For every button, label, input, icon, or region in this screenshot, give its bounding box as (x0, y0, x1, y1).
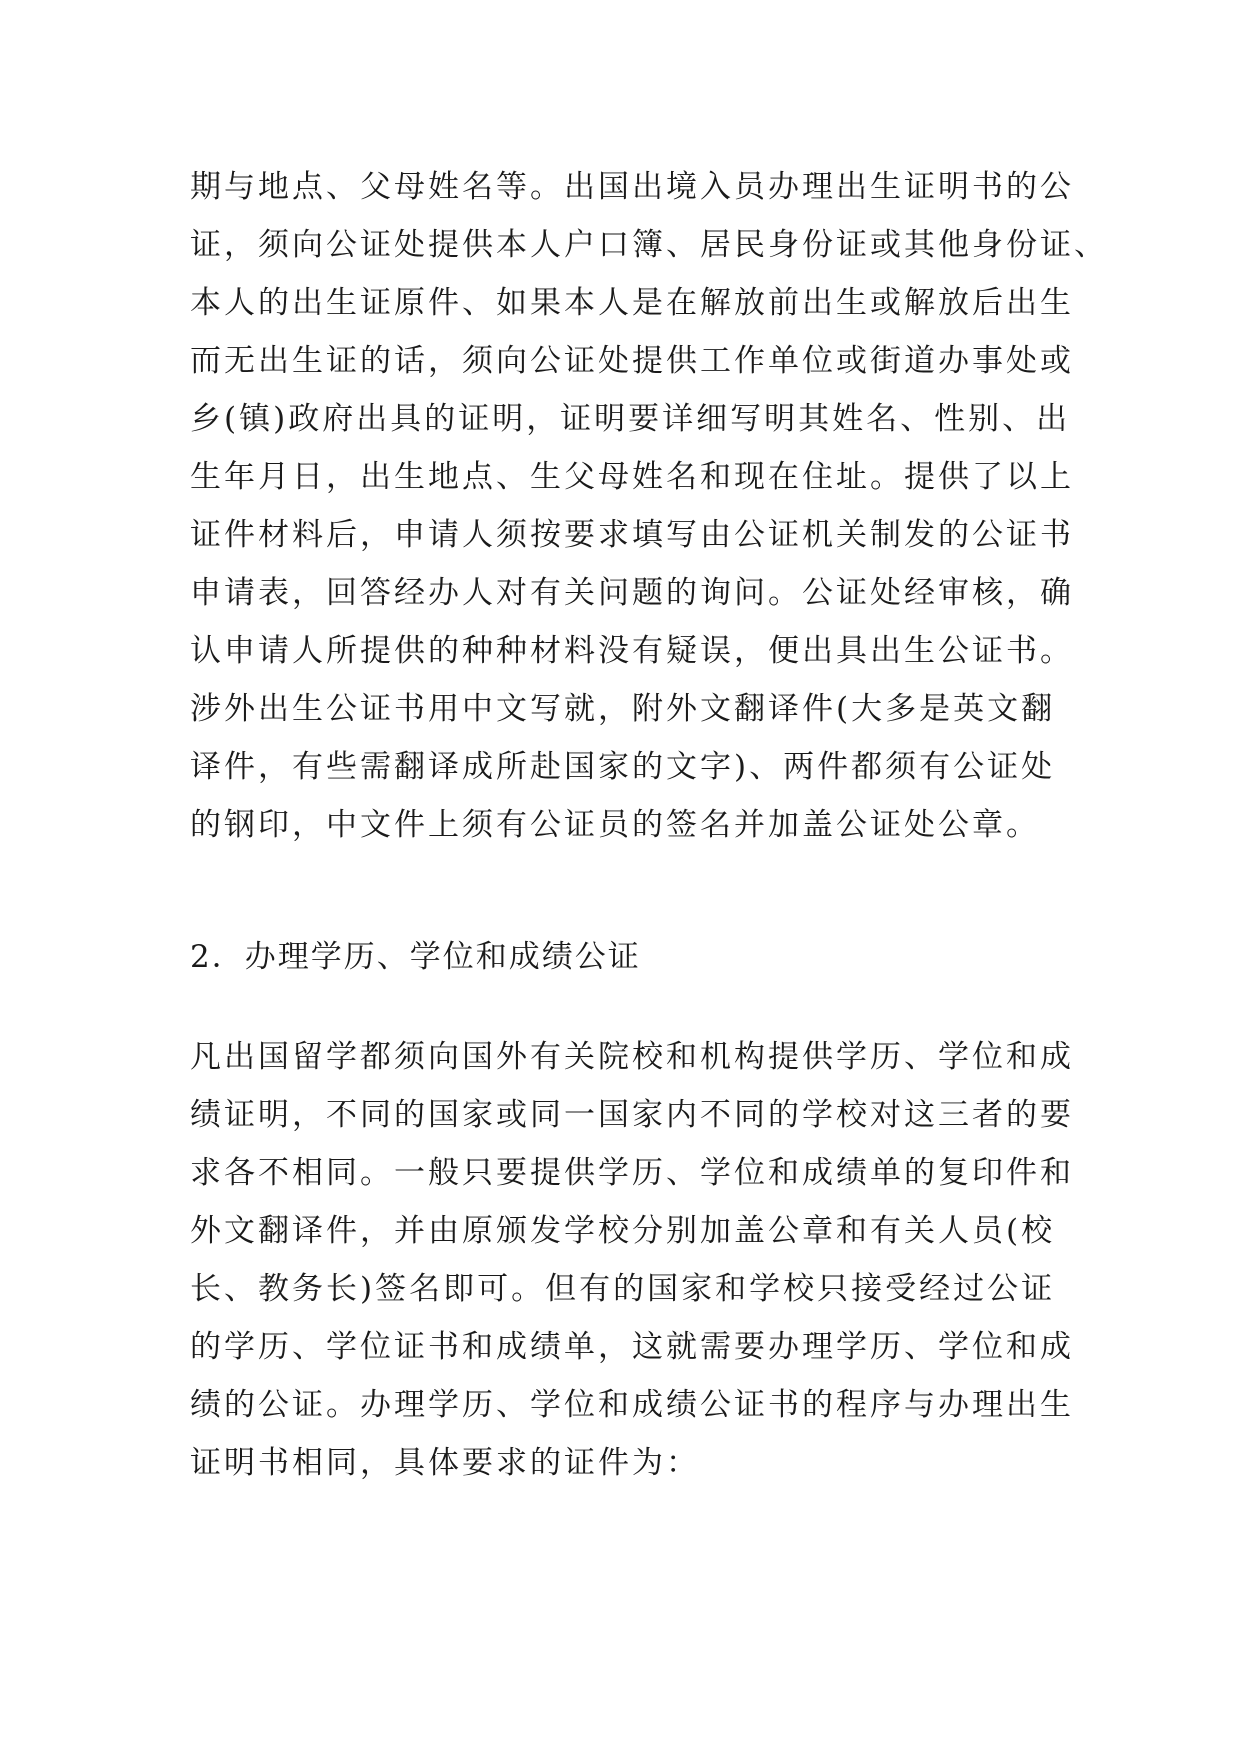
section-heading-text: 2．办理学历、学位和成绩公证 (190, 939, 641, 975)
text-line: 本人的出生证原件、如果本人是在解放前出生或解放后出生 (190, 285, 1074, 321)
text-line: 绩证明，不同的国家或同一国家内不同的学校对这三者的要 (190, 1097, 1074, 1133)
text-line: 涉外出生公证书用中文写就，附外文翻译件(大多是英文翻 (190, 691, 1056, 727)
paragraph-birth-certificate (190, 158, 1108, 854)
text-line: 凡出国留学都须向国外有关院校和机构提供学历、学位和成 (190, 1039, 1074, 1075)
text-line: 外文翻译件，并由原颁发学校分别加盖公章和有关人员(校 (190, 1213, 1056, 1249)
text-line: 的学历、学位证书和成绩单，这就需要办理学历、学位和成 (190, 1329, 1074, 1365)
text-line: 求各不相同。一般只要提供学历、学位和成绩单的复印件和 (190, 1155, 1074, 1191)
text-line: 期与地点、父母姓名等。出国出境入员办理出生证明书的公 (190, 169, 1074, 205)
text-line: 证，须向公证处提供本人户口簿、居民身份证或其他身份证、 (190, 227, 1108, 263)
text-line: 乡(镇)政府出具的证明，证明要详细写明其姓名、性别、出 (190, 401, 1071, 437)
text-line: 证件材料后，申请人须按要求填写由公证机关制发的公证书 (190, 517, 1074, 553)
text-line: 长、教务长)签名即可。但有的国家和学校只接受经过公证 (190, 1271, 1056, 1307)
text-line: 而无出生证的话，须向公证处提供工作单位或街道办事处或 (190, 343, 1074, 379)
text-line: 认申请人所提供的种种材料没有疑误，便出具出生公证书。 (190, 633, 1074, 669)
text-line: 的钢印，中文件上须有公证员的签名并加盖公证处公章。 (190, 807, 1040, 843)
section-heading (190, 928, 1070, 986)
text-line: 生年月日，出生地点、生父母姓名和现在住址。提供了以上 (190, 459, 1074, 495)
paragraph-education-notarization (190, 1028, 1074, 1492)
text-line: 证明书相同，具体要求的证件为： (190, 1445, 700, 1481)
text-line: 译件，有些需翻译成所赴国家的文字)、两件都须有公证处 (190, 749, 1056, 785)
text-line: 绩的公证。办理学历、学位和成绩公证书的程序与办理出生 (190, 1387, 1074, 1423)
text-line: 申请表，回答经办人对有关问题的询问。公证处经审核，确 (190, 575, 1074, 611)
